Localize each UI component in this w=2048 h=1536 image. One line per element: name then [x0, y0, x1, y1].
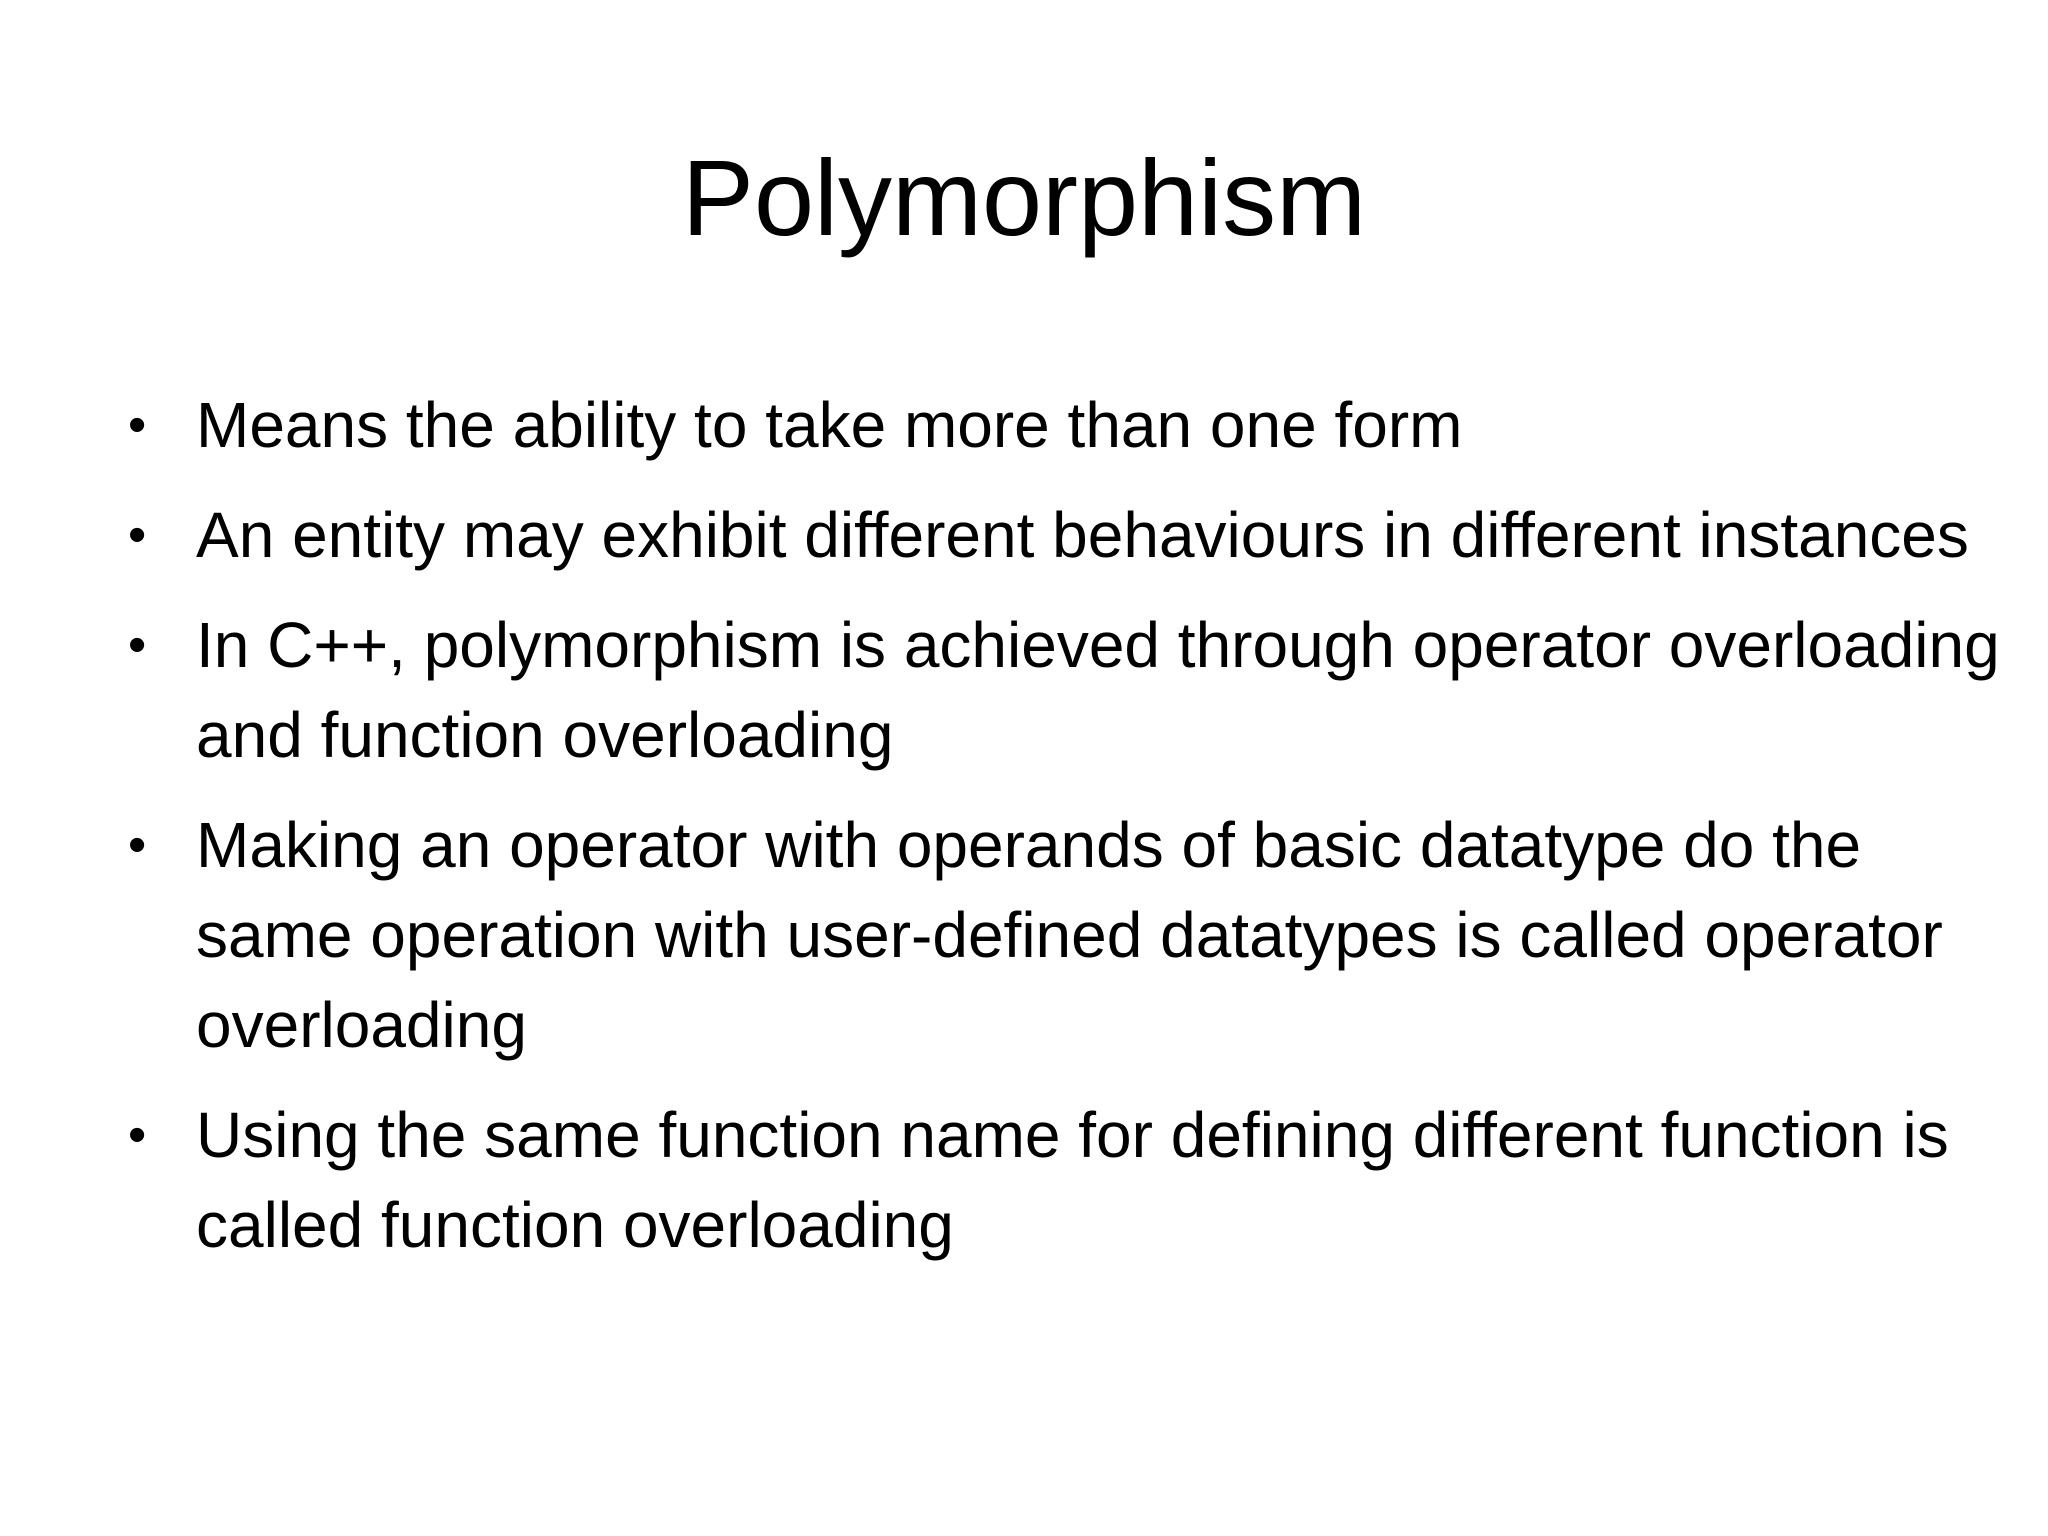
bullet-item-2 — [120, 490, 1976, 580]
bullet-text: Making an operator with operands of basic datatype do the same operation with user-defined datatypes is called operator overloading — [196, 809, 1943, 1061]
bullet-text: An entity may exhibit different behaviours in different instances — [196, 499, 1969, 571]
bullet-text: Using the same function name for defining different function is called function overloading — [196, 1099, 1949, 1261]
bullet-text: Means the ability to take more than one form — [196, 389, 1463, 461]
bullet-icon: • — [128, 816, 147, 874]
bullet-text: In C++, polymorphism is achieved through operator overloading and function overloading — [196, 609, 2000, 771]
bullet-icon: • — [128, 396, 147, 454]
bullet-list — [120, 380, 2000, 1290]
bullet-item-1 — [120, 380, 1976, 470]
bullet-icon: • — [128, 616, 147, 674]
bullet-icon: • — [128, 1106, 147, 1164]
bullet-item-3 — [120, 600, 2000, 780]
bullet-icon: • — [128, 506, 147, 564]
slide-title: Polymorphism — [681, 137, 1367, 258]
bullet-item-5 — [120, 1090, 1976, 1270]
bullet-item-4 — [120, 800, 1976, 1070]
